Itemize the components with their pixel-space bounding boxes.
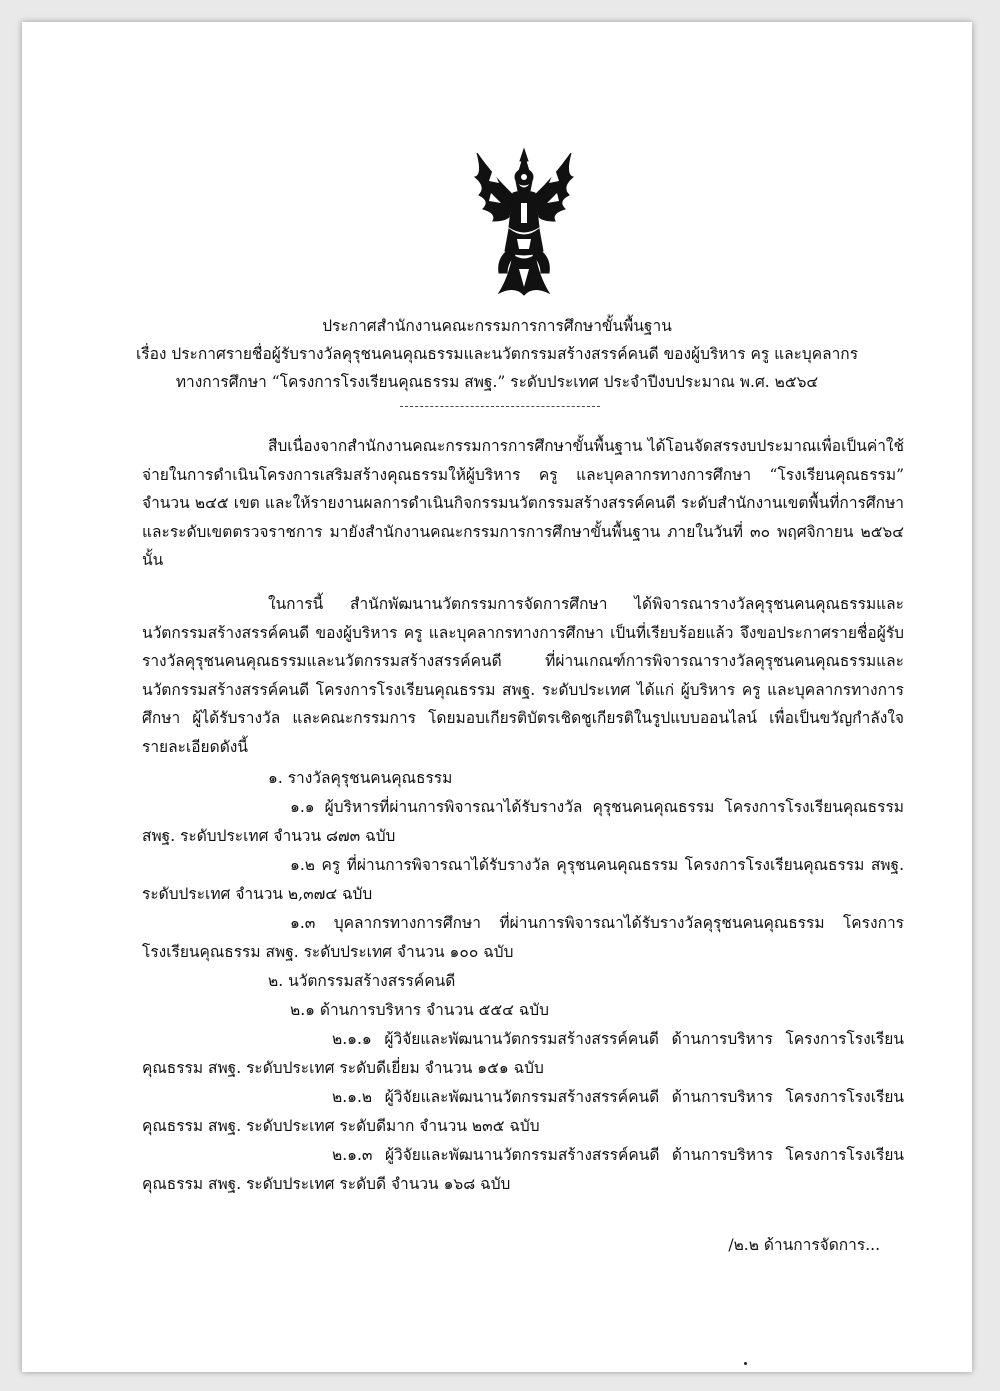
list-item: ๒.๑ ด้านการบริหาร จำนวน ๕๕๔ ฉบับ xyxy=(290,1001,549,1019)
header-title: ประกาศสำนักงานคณะกรรมการการศึกษาขั้นพื้นฐาน xyxy=(322,317,672,335)
list-item: ๒.๑.๓ ผู้วิจัยและพัฒนานวัตกรรมสร้างสรรค์คนดี ด้านการบริหาร โครงการโรงเรียนคุณธรรม สพฐ. ระดับประเทศ ระดับดี จำนวน ๑๖๘ ฉบับ xyxy=(142,1146,904,1193)
list-item: ๑.๓ บุคลากรทางการศึกษา ที่ผ่านการพิจารณาได้รับรางวัลคุรุชนคนคุณธรรม โครงการโรงเรียนคุณธรรม สพฐ. ระดับประเทศ จำนวน ๑๐๐ ฉบับ xyxy=(142,914,904,961)
list-item: ๒.๑.๑ ผู้วิจัยและพัฒนานวัตกรรมสร้างสรรค์คนดี ด้านการบริหาร โครงการโรงเรียนคุณธรรม สพฐ. ระดับประเทศ ระดับดีเยี่ยม จำนวน ๑๕๑ ฉบับ xyxy=(142,1030,904,1077)
document-page xyxy=(22,22,972,1372)
paragraph-1-text: สืบเนื่องจากสำนักงานคณะกรรมการการศึกษาขั้นพื้นฐาน ได้โอนจัดสรรงบประมาณเพื่อเป็นค่าใช้จ่ายในการดำเนินโครงการเสริมสร้างคุณธรรมให้ผู้บริหาร ครู และบุคลากรทางการศึกษา “โรงเรียนคุณธรรม” จำนวน ๒๔๕ เขต และให้รายงานผลการดำเนินกิจกรรมนวัตกรรมสร้างสรรค์คนดี ระดับสำนักงานเขตพื้นที่การศึกษา และระดับเขตตรวจราชการ มายังสำนักงานคณะกรรมการการศึกษาขั้นพื้นฐาน ภายในวันที่ ๓๐ พฤศจิกายน ๒๕๖๔ นั้น xyxy=(142,437,904,569)
garuda-emblem-icon xyxy=(469,147,579,297)
header-subject: เรื่อง ประกาศรายชื่อผู้รับรางวัลคุรุชนคนคุณธรรมและนวัตกรรมสร้างสรรค์คนดี ของผู้บริหาร ครู และบุคลากร xyxy=(135,345,859,363)
announcement-header xyxy=(22,312,972,396)
continuation-note: /๒.๒ ด้านการจัดการ... xyxy=(728,1236,880,1254)
header-divider xyxy=(400,406,600,407)
paragraph-1 xyxy=(142,432,904,575)
list-item: ๑. รางวัลคุรุชนคนคุณธรรม xyxy=(268,769,453,787)
list-item: ๑.๒ ครู ที่ผ่านการพิจารณาได้รับรางวัล คุรุชนคนคุณธรรม โครงการโรงเรียนคุณธรรม สพฐ. ระดับประเทศ จำนวน ๒,๓๗๔ ฉบับ xyxy=(142,856,904,903)
list-item: ๒. นวัตกรรมสร้างสรรค์คนดี xyxy=(268,972,456,990)
page-speck xyxy=(744,1362,747,1365)
award-list xyxy=(142,764,904,1199)
header-subject-continued: ทางการศึกษา “โครงการโรงเรียนคุณธรรม สพฐ.” ระดับประเทศ ประจำปีงบประมาณ พ.ศ. ๒๕๖๔ xyxy=(175,373,819,391)
list-item: ๑.๑ ผู้บริหารที่ผ่านการพิจารณาได้รับรางวัล คุรุชนคนคุณธรรม โครงการโรงเรียนคุณธรรม สพฐ. ระดับประเทศ จำนวน ๘๗๓ ฉบับ xyxy=(142,798,904,845)
paragraph-2 xyxy=(142,590,904,761)
paragraph-2-text: ในการนี้ สำนักพัฒนานวัตกรรมการจัดการศึกษา ได้พิจารณารางวัลคุรุชนคนคุณธรรมและนวัตกรรมสร้างสรรค์คนดี ของผู้บริหาร ครู และบุคลากรทางการศึกษา เป็นที่เรียบร้อยแล้ว จึงขอประกาศรายชื่อผู้รับรางวัลคุรุชนคนคุณธรรมและนวัตกรรมสร้างสรรค์คนดี ที่ผ่านเกณฑ์การพิจารณารางวัลคุรุชนคนคุณธรรมและนวัตกรรมสร้างสรรค์คนดี โครงการโรงเรียนคุณธรรม สพฐ. ระดับประเทศ ได้แก่ ผู้บริหาร ครู และบุคลากรทางการศึกษา ผู้ได้รับรางวัล และคณะกรรมการ โดยมอบเกียรติบัตรเชิดชูเกียรติในรูปแบบออนไลน์ เพื่อเป็นขวัญกำลังใจ รายละเอียดดังนี้ xyxy=(142,595,904,756)
list-item: ๒.๑.๒ ผู้วิจัยและพัฒนานวัตกรรมสร้างสรรค์คนดี ด้านการบริหาร โครงการโรงเรียนคุณธรรม สพฐ. ระดับประเทศ ระดับดีมาก จำนวน ๒๓๕ ฉบับ xyxy=(142,1088,904,1135)
